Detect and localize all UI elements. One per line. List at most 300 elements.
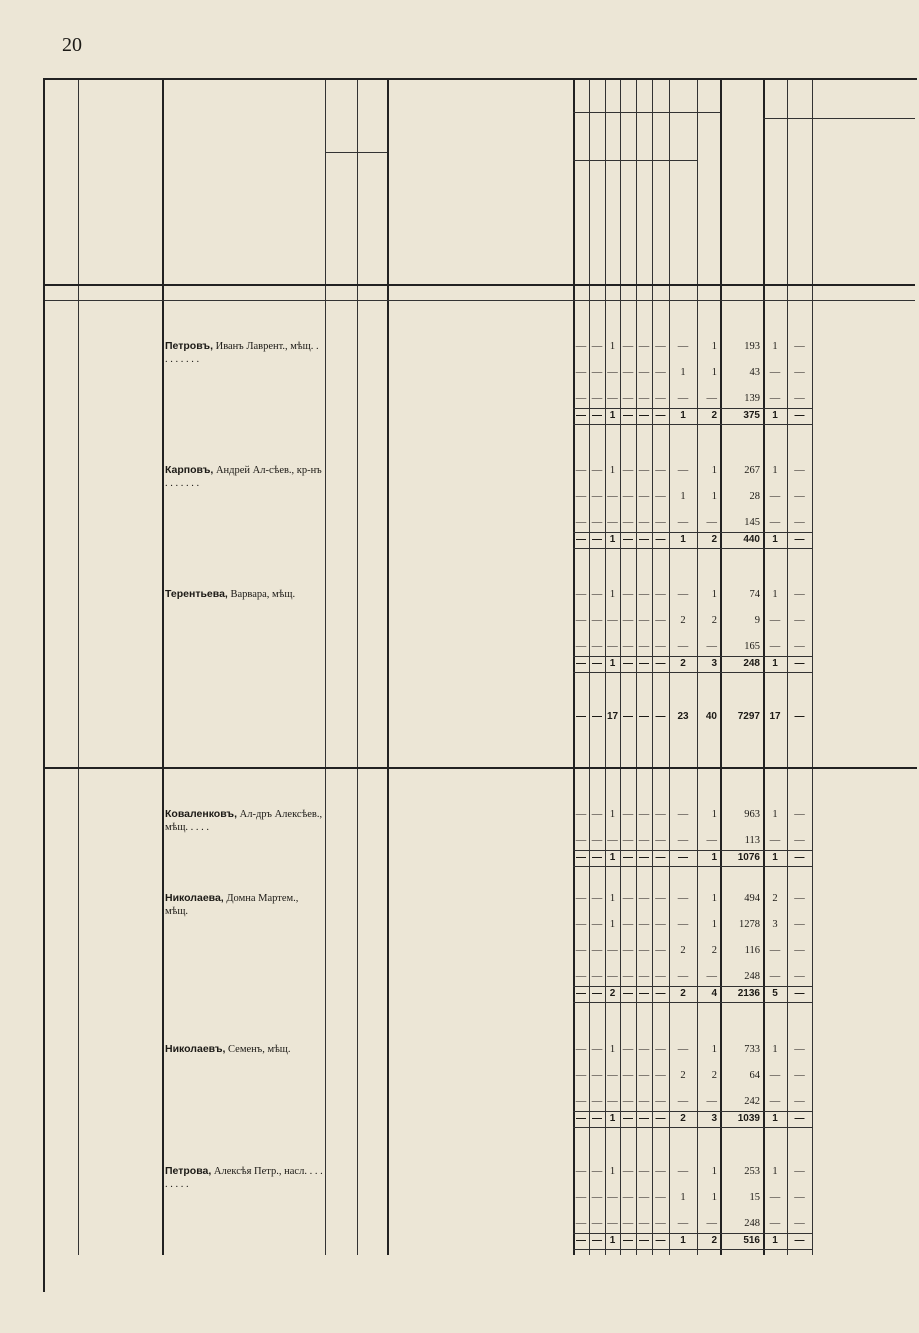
building-count: — [655, 367, 666, 378]
value-rubles: 1278 [739, 919, 760, 930]
building-count: — [576, 1235, 586, 1246]
building-count: — [591, 1192, 603, 1203]
building-count: — [575, 589, 587, 600]
total-buildings: 1 [711, 919, 717, 930]
building-count: 1 [609, 534, 616, 545]
building-count: 1 [680, 491, 686, 502]
total-buildings: 2 [711, 1235, 717, 1246]
building-count: — [638, 341, 650, 352]
building-count: 1 [680, 410, 686, 421]
building-count: — [607, 1070, 618, 1081]
apartments-count: — [769, 641, 781, 652]
building-count: — [575, 367, 587, 378]
building-count: — [622, 919, 634, 930]
building-count: 1 [609, 919, 616, 930]
building-count: — [639, 711, 649, 722]
value-rubles: 963 [744, 809, 760, 820]
building-count: — [575, 919, 587, 930]
total-buildings: 40 [705, 711, 717, 722]
building-count: — [576, 534, 586, 545]
building-count: — [575, 945, 587, 956]
building-count: — [591, 589, 603, 600]
owner [165, 808, 323, 834]
trade-count: — [794, 971, 805, 982]
building-count: — [638, 1044, 650, 1055]
column-rule [357, 80, 358, 1255]
trade-count: — [794, 341, 805, 352]
building-count: — [591, 919, 603, 930]
land-sub-rule [325, 152, 387, 153]
value-rubles: 248 [744, 1218, 760, 1229]
apartments-count: — [769, 517, 781, 528]
building-count: — [592, 852, 602, 863]
building-count: — [638, 641, 650, 652]
building-count: — [575, 1218, 587, 1229]
total-buildings: 1 [711, 1044, 717, 1055]
value-rubles: 1076 [737, 852, 760, 863]
building-count: — [638, 1218, 650, 1229]
building-count: — [591, 1166, 603, 1177]
building-count: — [655, 1113, 666, 1124]
building-count: — [655, 589, 666, 600]
trade-count: — [794, 517, 805, 528]
trade-count: — [794, 988, 805, 999]
trade-count: — [794, 1235, 805, 1246]
building-count: — [639, 1113, 649, 1124]
building-count: — [607, 517, 618, 528]
apartments-count: — [769, 1070, 781, 1081]
building-count: — [592, 410, 602, 421]
subtotal-rule [573, 850, 813, 851]
building-count: — [623, 711, 633, 722]
building-count: — [622, 393, 634, 404]
building-count: — [677, 1166, 689, 1177]
column-rule [387, 80, 389, 1255]
building-count: — [638, 1096, 650, 1107]
total-buildings: 4 [711, 988, 717, 999]
building-count: — [622, 809, 634, 820]
building-count: — [592, 1113, 602, 1124]
building-count: — [607, 1096, 618, 1107]
building-count: — [575, 517, 587, 528]
building-count: — [623, 658, 633, 669]
apartments-count: — [769, 1096, 781, 1107]
building-count: — [575, 893, 587, 904]
apartments-count: 1 [772, 1113, 778, 1124]
value-rubles: 375 [743, 410, 760, 421]
building-count: 1 [609, 465, 616, 476]
apartments-count: 1 [772, 1235, 778, 1246]
value-rubles: 145 [744, 517, 760, 528]
owner-surname: Карповъ, [165, 464, 214, 476]
building-count: — [655, 1166, 666, 1177]
building-count: 1 [609, 1235, 616, 1246]
subtotal-rule-below [573, 548, 813, 549]
value-rubles: 116 [744, 945, 760, 956]
building-count: — [591, 393, 603, 404]
owner-details: Алексѣя Петр., насл. . . . . . . . . [165, 1166, 323, 1191]
building-count: — [622, 1070, 634, 1081]
value-rubles: 516 [743, 1235, 760, 1246]
building-count: — [622, 1218, 634, 1229]
building-count: — [622, 945, 634, 956]
building-count: — [638, 835, 650, 846]
subtotal-rule [573, 656, 813, 657]
trade-count: — [794, 852, 805, 863]
building-count: — [655, 658, 666, 669]
building-count: — [591, 641, 603, 652]
building-count: 2 [680, 658, 686, 669]
trade-count: — [794, 615, 805, 626]
building-count: — [655, 1044, 666, 1055]
total-buildings: 1 [711, 809, 717, 820]
building-count: — [575, 971, 587, 982]
building-count: — [655, 1218, 666, 1229]
total-buildings: — [706, 393, 717, 404]
subtotal-rule [573, 408, 813, 409]
building-count: — [677, 893, 689, 904]
building-count: — [677, 1044, 689, 1055]
trade-count: — [794, 893, 805, 904]
building-count: 1 [609, 589, 616, 600]
building-count: — [655, 711, 666, 722]
apartments-count: — [769, 367, 781, 378]
apartments-count: — [769, 835, 781, 846]
building-count: — [655, 1096, 666, 1107]
building-count: — [591, 615, 603, 626]
building-count: — [638, 809, 650, 820]
building-count: — [655, 835, 666, 846]
total-buildings: 2 [711, 410, 717, 421]
building-count: — [607, 971, 618, 982]
value-rubles: 74 [749, 589, 760, 600]
building-count: — [655, 393, 666, 404]
building-count: — [677, 517, 689, 528]
building-count: 1 [680, 367, 686, 378]
building-count: — [655, 534, 666, 545]
building-count: — [607, 615, 618, 626]
building-count: — [592, 988, 602, 999]
value-rubles: 248 [744, 971, 760, 982]
trade-count: — [794, 491, 805, 502]
building-types-rule [573, 160, 697, 161]
apartments-count: — [769, 393, 781, 404]
total-buildings: 1 [711, 893, 717, 904]
building-count: 2 [680, 945, 686, 956]
building-count: — [591, 341, 603, 352]
building-count: 2 [680, 1070, 686, 1081]
trade-count: — [794, 410, 805, 421]
building-count: — [677, 809, 689, 820]
building-count: — [592, 1235, 602, 1246]
subtotal-rule [573, 532, 813, 533]
value-rubles: 193 [744, 341, 760, 352]
building-count: — [639, 410, 649, 421]
building-count: — [655, 517, 666, 528]
building-count: 1 [609, 410, 616, 421]
building-count: — [655, 809, 666, 820]
apartments-count: — [769, 615, 781, 626]
building-count: — [592, 658, 602, 669]
apartments-count: — [769, 971, 781, 982]
total-buildings: 1 [711, 341, 717, 352]
trade-count: — [794, 641, 805, 652]
building-count: 1 [609, 1044, 616, 1055]
subtotal-rule [573, 986, 813, 987]
building-count: — [638, 1166, 650, 1177]
building-count: — [576, 711, 586, 722]
building-count: — [639, 852, 649, 863]
building-count: 2 [680, 615, 686, 626]
trade-count: — [794, 1044, 805, 1055]
building-count: — [591, 1044, 603, 1055]
building-count: 1 [609, 893, 616, 904]
building-count: — [638, 919, 650, 930]
building-count: — [576, 658, 586, 669]
building-count: — [575, 1096, 587, 1107]
building-count: — [622, 1044, 634, 1055]
building-count: — [575, 393, 587, 404]
value-rubles: 1039 [737, 1113, 760, 1124]
subtotal-rule-below [573, 672, 813, 673]
building-count: — [591, 809, 603, 820]
building-count: — [677, 919, 689, 930]
owner [165, 1043, 323, 1056]
building-count: 1 [609, 809, 616, 820]
subtotal-rule-below [573, 866, 813, 867]
buildings-sub-rule [573, 112, 720, 113]
owner-surname: Петрова, [165, 1165, 212, 1177]
building-count: — [576, 1113, 586, 1124]
subtotal-rule-below [573, 1127, 813, 1128]
building-count: 1 [680, 534, 686, 545]
building-count: — [639, 658, 649, 669]
owner-surname: Николаева, [165, 892, 224, 904]
trade-count: — [794, 835, 805, 846]
building-count: — [623, 534, 633, 545]
value-rubles: 43 [749, 367, 760, 378]
column-rule [78, 80, 79, 1255]
building-count: — [622, 491, 634, 502]
subtotal-rule [573, 1111, 813, 1112]
building-count: 2 [680, 1113, 686, 1124]
trade-count: — [794, 711, 805, 722]
value-rubles: 113 [744, 835, 760, 846]
total-buildings: 1 [711, 1166, 717, 1177]
owner-details: Андрей Ал-сѣев., кр-нъ . . . . . . . [165, 465, 322, 490]
building-count: — [607, 1218, 618, 1229]
building-count: — [622, 341, 634, 352]
building-count: — [622, 893, 634, 904]
building-count: — [575, 641, 587, 652]
value-rubles: 28 [749, 491, 760, 502]
value-rubles: 733 [744, 1044, 760, 1055]
apartments-count: 1 [772, 410, 778, 421]
building-count: — [622, 465, 634, 476]
building-count: — [607, 945, 618, 956]
building-count: — [677, 341, 689, 352]
building-count: 23 [677, 711, 689, 722]
building-count: — [623, 988, 633, 999]
building-count: — [638, 615, 650, 626]
value-rubles: 7297 [737, 711, 760, 722]
owner [165, 588, 323, 601]
subtotal-rule-below [573, 424, 813, 425]
trade-count: — [794, 393, 805, 404]
apartments-count: 1 [772, 852, 778, 863]
building-count: — [576, 988, 586, 999]
total-buildings: 2 [711, 945, 717, 956]
building-count: 1 [680, 1192, 686, 1203]
building-count: — [575, 1044, 587, 1055]
value-rubles: 494 [744, 893, 760, 904]
building-count: — [591, 465, 603, 476]
colnum-bottom-rule [45, 300, 915, 301]
building-count: — [638, 367, 650, 378]
building-count: — [655, 893, 666, 904]
building-count: — [638, 393, 650, 404]
building-count: — [623, 1235, 633, 1246]
building-count: — [655, 341, 666, 352]
column-rule [162, 80, 164, 1255]
building-count: — [655, 1192, 666, 1203]
value-rubles: 248 [743, 658, 760, 669]
building-count: 1 [609, 658, 616, 669]
building-count: — [638, 971, 650, 982]
trade-count: — [794, 1192, 805, 1203]
building-count: — [655, 1235, 666, 1246]
building-count: — [622, 517, 634, 528]
building-count: — [639, 1235, 649, 1246]
building-count: — [607, 641, 618, 652]
building-count: — [677, 393, 689, 404]
building-count: — [655, 465, 666, 476]
total-buildings: 3 [711, 658, 717, 669]
building-count: — [638, 517, 650, 528]
building-count: — [677, 465, 689, 476]
subtotal-rule [573, 1233, 813, 1234]
building-count: — [607, 491, 618, 502]
value-rubles: 165 [744, 641, 760, 652]
building-count: — [591, 893, 603, 904]
trade-count: — [794, 367, 805, 378]
total-buildings: 1 [711, 852, 717, 863]
building-count: — [655, 491, 666, 502]
building-count: — [655, 852, 666, 863]
value-rubles: 253 [744, 1166, 760, 1177]
building-count: — [622, 589, 634, 600]
building-count: — [575, 491, 587, 502]
building-count: — [638, 465, 650, 476]
building-count: 1 [609, 852, 616, 863]
apartments-count: — [769, 491, 781, 502]
apartments-count: 1 [772, 341, 778, 352]
trade-count: — [794, 589, 805, 600]
building-count: 1 [680, 1235, 686, 1246]
building-count: — [655, 615, 666, 626]
total-buildings: — [706, 835, 717, 846]
owner-details: Варвара, мѣщ. [227, 589, 296, 600]
total-buildings: — [706, 971, 717, 982]
building-count: — [677, 1218, 689, 1229]
building-count: — [677, 641, 689, 652]
building-count: — [677, 1096, 689, 1107]
building-count: — [575, 341, 587, 352]
building-count: — [622, 1166, 634, 1177]
total-buildings: 3 [711, 1113, 717, 1124]
building-count: — [622, 835, 634, 846]
trade-count: — [794, 1096, 805, 1107]
building-count: 2 [680, 988, 686, 999]
owner [165, 1165, 323, 1191]
building-count: — [622, 1192, 634, 1203]
building-count: — [575, 835, 587, 846]
owner-details: Домна Мартем., мѣщ. [165, 893, 299, 918]
trade-count: — [794, 809, 805, 820]
building-count: — [638, 1070, 650, 1081]
building-count: — [638, 893, 650, 904]
apartments-count: — [769, 945, 781, 956]
building-count: — [639, 988, 649, 999]
building-count: — [655, 971, 666, 982]
apartments-count: — [769, 1218, 781, 1229]
building-count: — [575, 1166, 587, 1177]
building-count: — [638, 945, 650, 956]
occupied-sub-rule [763, 118, 915, 119]
total-buildings: 1 [711, 367, 717, 378]
value-rubles: 2136 [737, 988, 760, 999]
apartments-count: 1 [772, 589, 778, 600]
building-count: — [592, 711, 602, 722]
building-count: — [576, 852, 586, 863]
owner-surname: Терентьева, [165, 588, 228, 600]
building-count: — [655, 988, 666, 999]
value-rubles: 440 [743, 534, 760, 545]
value-rubles: 139 [744, 393, 760, 404]
apartments-count: 2 [772, 893, 778, 904]
apartments-count: 1 [772, 465, 778, 476]
owner-surname: Петровъ, [165, 340, 213, 352]
building-count: — [607, 1192, 618, 1203]
total-buildings: 1 [711, 589, 717, 600]
building-count: — [639, 534, 649, 545]
trade-count: — [794, 1113, 805, 1124]
trade-count: — [794, 1166, 805, 1177]
trade-count: — [794, 945, 805, 956]
block-divider-rule [45, 767, 917, 769]
building-count: — [591, 971, 603, 982]
building-count: 17 [606, 711, 619, 722]
page-number: 20 [62, 34, 82, 56]
building-count: — [623, 852, 633, 863]
apartments-count: 5 [772, 988, 778, 999]
owner [165, 892, 323, 918]
building-count: — [638, 491, 650, 502]
total-buildings: — [706, 1218, 717, 1229]
owner-surname: Коваленковъ, [165, 808, 237, 820]
building-count: — [623, 410, 633, 421]
building-count: — [591, 1218, 603, 1229]
apartments-count: 1 [772, 1044, 778, 1055]
building-count: — [622, 367, 634, 378]
value-rubles: 267 [744, 465, 760, 476]
building-count: — [622, 641, 634, 652]
building-count: — [575, 1070, 587, 1081]
subtotal-rule-below [573, 1002, 813, 1003]
total-buildings: 2 [711, 615, 717, 626]
building-count: — [622, 1096, 634, 1107]
subtotal-rule-below [573, 1249, 813, 1250]
